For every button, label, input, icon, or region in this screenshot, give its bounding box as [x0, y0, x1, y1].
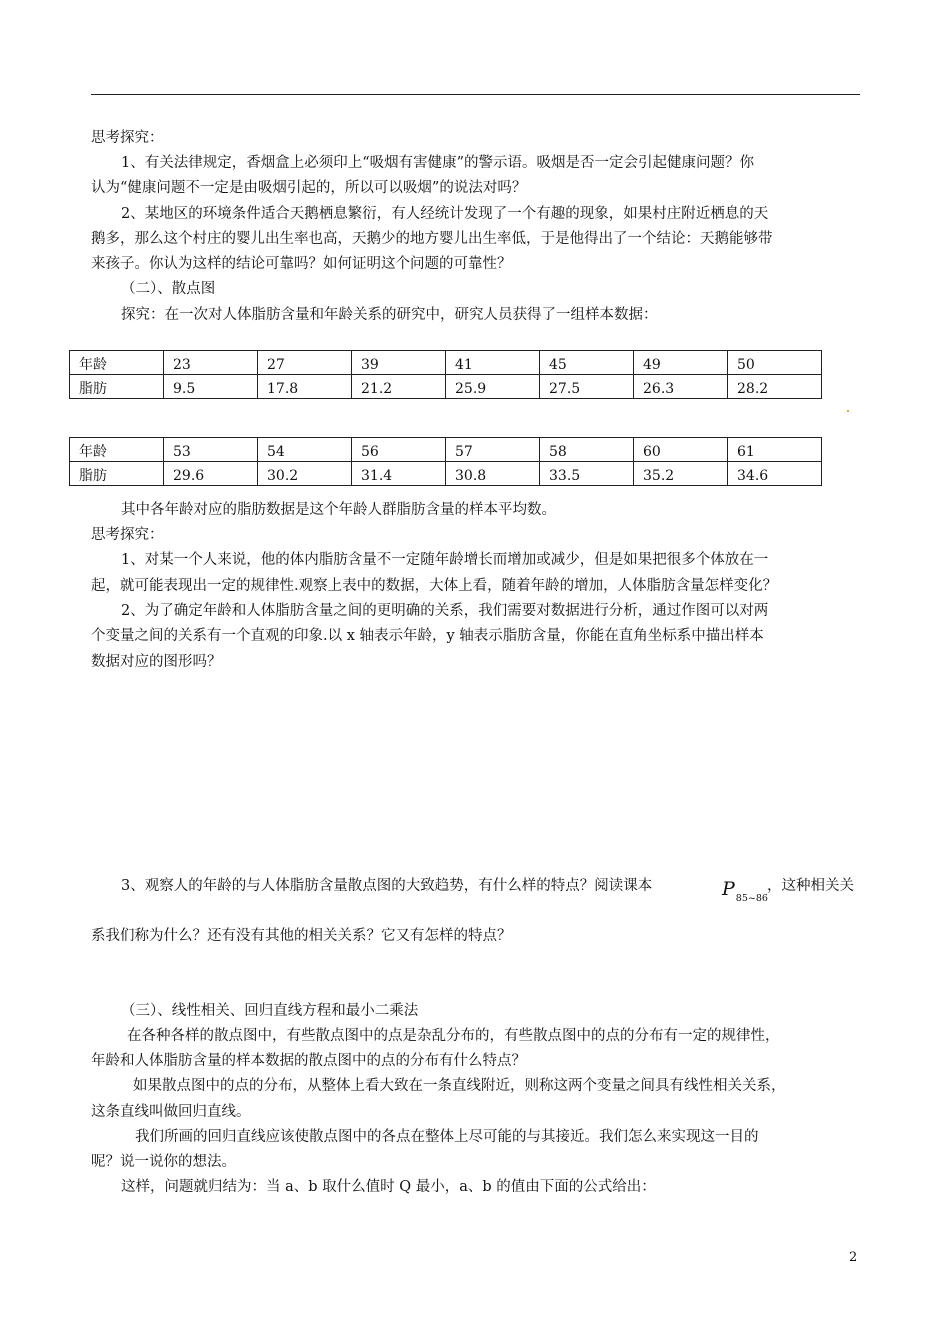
stray-mark: [847, 410, 849, 412]
question-3-line-end: ，这种相关关: [767, 878, 854, 894]
table-row-fat: [70, 462, 822, 486]
paragraph-line: 探究：在一次对人体脂肪含量和年龄关系的研究中，研究人员获得了一组样本数据：: [121, 307, 658, 323]
table-cell: 49: [634, 351, 728, 375]
paragraph-line: 来孩子。你认为这样的结论可靠吗？如何证明这个问题的可靠性？: [91, 256, 512, 272]
table-row-age: [70, 438, 822, 462]
paragraph-line: 2、为了确定年龄和人体脂肪含量之间的更明确的关系，我们需要对数据进行分析，通过作图可以对两: [121, 603, 769, 619]
paragraph-line: 呢？说一说你的想法。: [91, 1154, 236, 1170]
row-label-age: 年龄: [70, 438, 164, 462]
table-cell: 30.2: [258, 462, 352, 486]
section-heading-thinking: 思考探究：: [91, 527, 164, 543]
section-heading-scatter: （二）、散点图: [121, 281, 216, 297]
table-cell: 58: [540, 438, 634, 462]
table-cell: 33.5: [540, 462, 634, 486]
table-cell: 25.9: [446, 375, 540, 399]
paragraph-line: 系我们称为什么？还有没有其他的相关关系？它又有怎样的特点？: [91, 928, 512, 944]
table-cell: 45: [540, 351, 634, 375]
table-cell: 53: [164, 438, 258, 462]
question-3-line: 3、观察人的年龄的与人体脂肪含量散点图的大致趋势，有什么样的特点？阅读课本: [121, 878, 653, 894]
table-cell: 60: [634, 438, 728, 462]
textbook-page-reference: [722, 878, 768, 904]
data-table-2: [69, 437, 822, 486]
table-cell: 26.3: [634, 375, 728, 399]
paragraph-line: 这条直线叫做回归直线。: [91, 1104, 251, 1120]
table-cell: 50: [728, 351, 822, 375]
table-cell: 21.2: [352, 375, 446, 399]
table-cell: 27.5: [540, 375, 634, 399]
row-label-age: 年龄: [70, 351, 164, 375]
paragraph-line: 鹅多，那么这个村庄的婴儿出生率也高，天鹅少的地方婴儿出生率低，于是他得出了一个结论：天鹅能够带: [91, 231, 773, 247]
row-label-fat: 脂肪: [70, 375, 164, 399]
paragraph-line: 数据对应的图形吗？: [91, 654, 222, 670]
section-heading-linear: （三）、线性相关、回归直线方程和最小二乘法: [121, 1003, 419, 1019]
table-row-fat: [70, 375, 822, 399]
table-cell: 34.6: [728, 462, 822, 486]
table-cell: 57: [446, 438, 540, 462]
table-cell: 31.4: [352, 462, 446, 486]
paragraph-line: 1、有关法律规定，香烟盒上必须印上“吸烟有害健康”的警示语。吸烟是否一定会引起健康问题？你: [121, 155, 755, 171]
header-rule: [91, 94, 860, 95]
data-table-1: [69, 350, 822, 399]
paragraph-line: 我们所画的回归直线应该使散点图中的各点在整体上尽可能的与其接近。我们怎么来实现这一目的: [135, 1129, 759, 1145]
table-cell: 35.2: [634, 462, 728, 486]
paragraph-line: 在各种各样的散点图中，有些散点图中的点是杂乱分布的，有些散点图中的点的分布有一定的规律性，: [127, 1028, 780, 1044]
table-cell: 39: [352, 351, 446, 375]
page-ref-symbol: P: [722, 878, 735, 900]
paragraph-line: 1、对某一个人来说，他的体内脂肪含量不一定随年龄增长而增加或减少，但是如果把很多个体放在一: [121, 552, 769, 568]
table-cell: 30.8: [446, 462, 540, 486]
paragraph-line: 起，就可能表现出一定的规律性.观察上表中的数据，大体上看，随着年龄的增加，人体脂肪含量怎样变化？: [91, 578, 778, 594]
table-cell: 56: [352, 438, 446, 462]
paragraph-line: 2、某地区的环境条件适合天鹅栖息繁衍，有人经统计发现了一个有趣的现象，如果村庄附近栖息的天: [121, 206, 769, 222]
table-cell: 17.8: [258, 375, 352, 399]
table-cell: 41: [446, 351, 540, 375]
paragraph-line: 如果散点图中的点的分布，从整体上看大致在一条直线附近，则称这两个变量之间具有线性相关关系，: [133, 1078, 786, 1094]
paragraph-line: 认为“健康问题不一定是由吸烟引起的，所以可以吸烟”的说法对吗？: [91, 180, 527, 196]
table-cell: 61: [728, 438, 822, 462]
paragraph-line: 这样，问题就归结为：当 a、b 取什么值时 Q 最小，a、b 的值由下面的公式给出：: [121, 1179, 656, 1195]
section-heading-thinking: 思考探究：: [91, 130, 164, 146]
table-row-age: [70, 351, 822, 375]
row-label-fat: 脂肪: [70, 462, 164, 486]
page-number: 2: [849, 1250, 858, 1265]
table-cell: 28.2: [728, 375, 822, 399]
paragraph-line: 其中各年龄对应的脂肪数据是这个年龄人群脂肪含量的样本平均数。: [121, 502, 556, 518]
paragraph-line: 个变量之间的关系有一个直观的印象.以 x 轴表示年龄，y 轴表示脂肪含量，你能在直角坐标系中描出样本: [91, 628, 764, 644]
paragraph-line: 年龄和人体脂肪含量的样本数据的散点图中的点的分布有什么特点？: [91, 1053, 526, 1069]
page-ref-range: 85~86: [735, 893, 768, 904]
table-cell: 9.5: [164, 375, 258, 399]
table-cell: 23: [164, 351, 258, 375]
table-cell: 29.6: [164, 462, 258, 486]
table-cell: 54: [258, 438, 352, 462]
table-cell: 27: [258, 351, 352, 375]
